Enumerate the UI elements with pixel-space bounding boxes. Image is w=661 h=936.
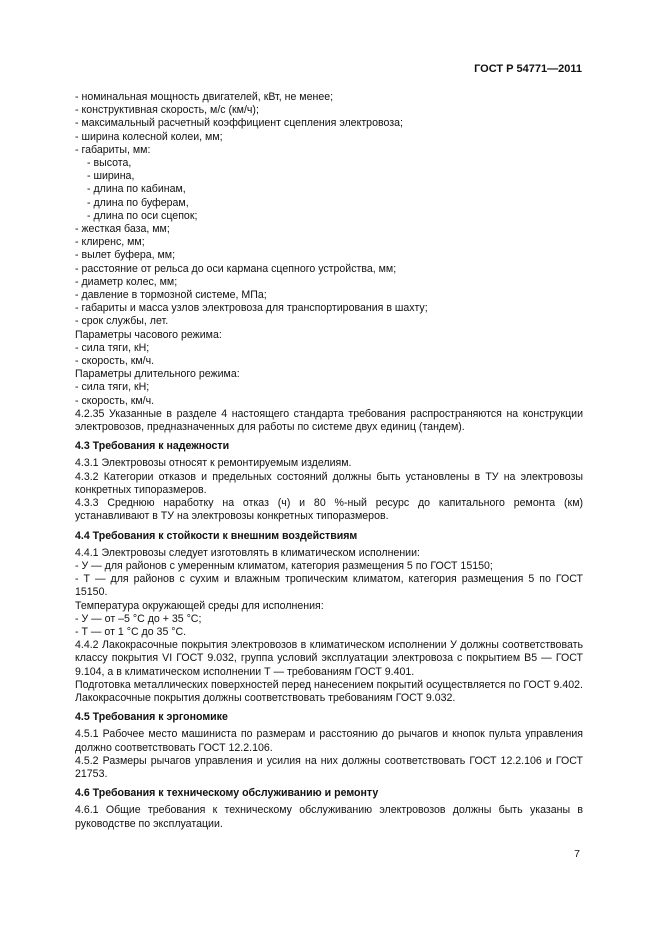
section-heading-4-6: 4.6 Требования к техническому обслуживанию и ремонту xyxy=(75,787,379,800)
list-item: - габариты, мм: xyxy=(75,143,151,156)
page-number: 7 xyxy=(574,848,580,860)
surface-prep-paragraph: Подготовка металлических поверхностей перед нанесением покрытий осуществляется по ГОСТ 9.402. Лакокрасочные покрытия должны соответствовать требованиям ГОСТ 9.032. xyxy=(75,678,583,704)
hourly-mode-block xyxy=(75,329,583,369)
list-item: - длина по оси сцепок; xyxy=(87,209,198,222)
clause-4-5-2: 4.5.2 Размеры рычагов управления и усилия на них должны соответствовать ГОСТ 12.2.106 и ГОСТ 21753. xyxy=(75,754,583,780)
list-item: - вылет буфера, мм; xyxy=(75,249,176,262)
hourly-mode-title: Параметры часового режима: xyxy=(75,328,222,341)
section-heading-4-4: 4.4 Требования к стойкости к внешним воздействиям xyxy=(75,529,358,542)
page-body xyxy=(75,91,583,831)
clause-4-5-1: 4.5.1 Рабочее место машиниста по размерам и расстоянию до рычагов и кнопок пульта управления должно соответствовать ГОСТ 12.2.106. xyxy=(75,728,583,754)
list-item: - габариты и масса узлов электровоза для транспортирования в шахту; xyxy=(75,302,428,315)
clause-4-4-1: 4.4.1 Электровозы следует изготовлять в климатическом исполнении: xyxy=(75,546,420,559)
list-item: - У — от –5 °С до + 35 °С; xyxy=(75,612,202,625)
list-item: - сила тяги, кН; xyxy=(75,381,150,394)
list-item: - клиренс, мм; xyxy=(75,236,145,249)
list-item: - длина по буферам, xyxy=(87,196,189,209)
list-item: - ширина, xyxy=(87,170,135,183)
dimensions-list xyxy=(75,157,583,223)
list-item: - номинальная мощность двигателей, кВт, не менее; xyxy=(75,91,334,103)
temperature-title: Температура окружающей среды для исполнения: xyxy=(75,599,324,612)
clause-4-3-1: 4.3.1 Электровозы относят к ремонтируемым изделиям. xyxy=(75,457,352,470)
list-item: - высота, xyxy=(87,157,132,170)
list-item: - сила тяги, кН; xyxy=(75,341,150,354)
list-item: - конструктивная скорость, м/с (км/ч); xyxy=(75,104,259,117)
parameter-list xyxy=(75,91,583,157)
section-heading-4-5: 4.5 Требования к эргономике xyxy=(75,711,228,724)
clause-4-6-1: 4.6.1 Общие требования к техническому обслуживанию электровозов должны быть указаны в руководстве по эксплуатации. xyxy=(75,804,583,830)
continuous-mode-title: Параметры длительного режима: xyxy=(75,368,240,381)
parameter-list-continued xyxy=(75,223,583,329)
list-item: - скорость, км/ч. xyxy=(75,355,155,368)
list-item: - расстояние от рельса до оси кармана сцепного устройства, мм; xyxy=(75,262,397,275)
clause-4-2-35: 4.2.35 Указанные в разделе 4 настоящего стандарта требования распространяются на конструкции электровозов, предназначенных для работы по системе двух единиц (тандем). xyxy=(75,407,583,434)
list-item: - Т — для районов с сухим и влажным тропическим климатом, категория размещения 5 по ГОСТ 15150. xyxy=(75,573,583,599)
list-item: - жесткая база, мм; xyxy=(75,223,170,236)
document-code: ГОСТ Р 54771—2011 xyxy=(474,63,582,75)
list-item: - длина по кабинам, xyxy=(87,183,186,196)
list-item: - Т — от 1 °С до 35 °С. xyxy=(75,625,187,638)
list-item: - диаметр колес, мм; xyxy=(75,275,178,288)
list-item: - скорость, км/ч. xyxy=(75,394,155,407)
list-item: - срок службы, лет. xyxy=(75,315,169,328)
continuous-mode-block xyxy=(75,368,583,408)
clause-4-4-2: 4.4.2 Лакокрасочные покрытия электровозов в климатическом исполнении У должны соответствовать классу покрытия VI ГОСТ 9.032, группа условий эксплуатации электровоза с покрытием В5 — ГОСТ 9.104, а в климатическом исполнении Т — требованиям ГОСТ 9.401. xyxy=(75,639,583,678)
list-item: - давление в тормозной системе, МПа; xyxy=(75,289,267,302)
list-item: - максимальный расчетный коэффициент сцепления электровоза; xyxy=(75,117,403,130)
list-item: - У — для районов с умеренным климатом, категория размещения 5 по ГОСТ 15150; xyxy=(75,559,493,572)
section-heading-4-3: 4.3 Требования к надежности xyxy=(75,440,230,453)
clause-4-3-3: 4.3.3 Среднюю наработку на отказ (ч) и 80 %-ный ресурс до капитального ремонта (км) устанавливают в ТУ на электровозы конкретных типоразмеров. xyxy=(75,497,583,523)
clause-4-3-2: 4.3.2 Категории отказов и предельных состояний должны быть установлены в ТУ на электровозы конкретных типоразмеров. xyxy=(75,470,583,496)
list-item: - ширина колесной колеи, мм; xyxy=(75,130,223,143)
